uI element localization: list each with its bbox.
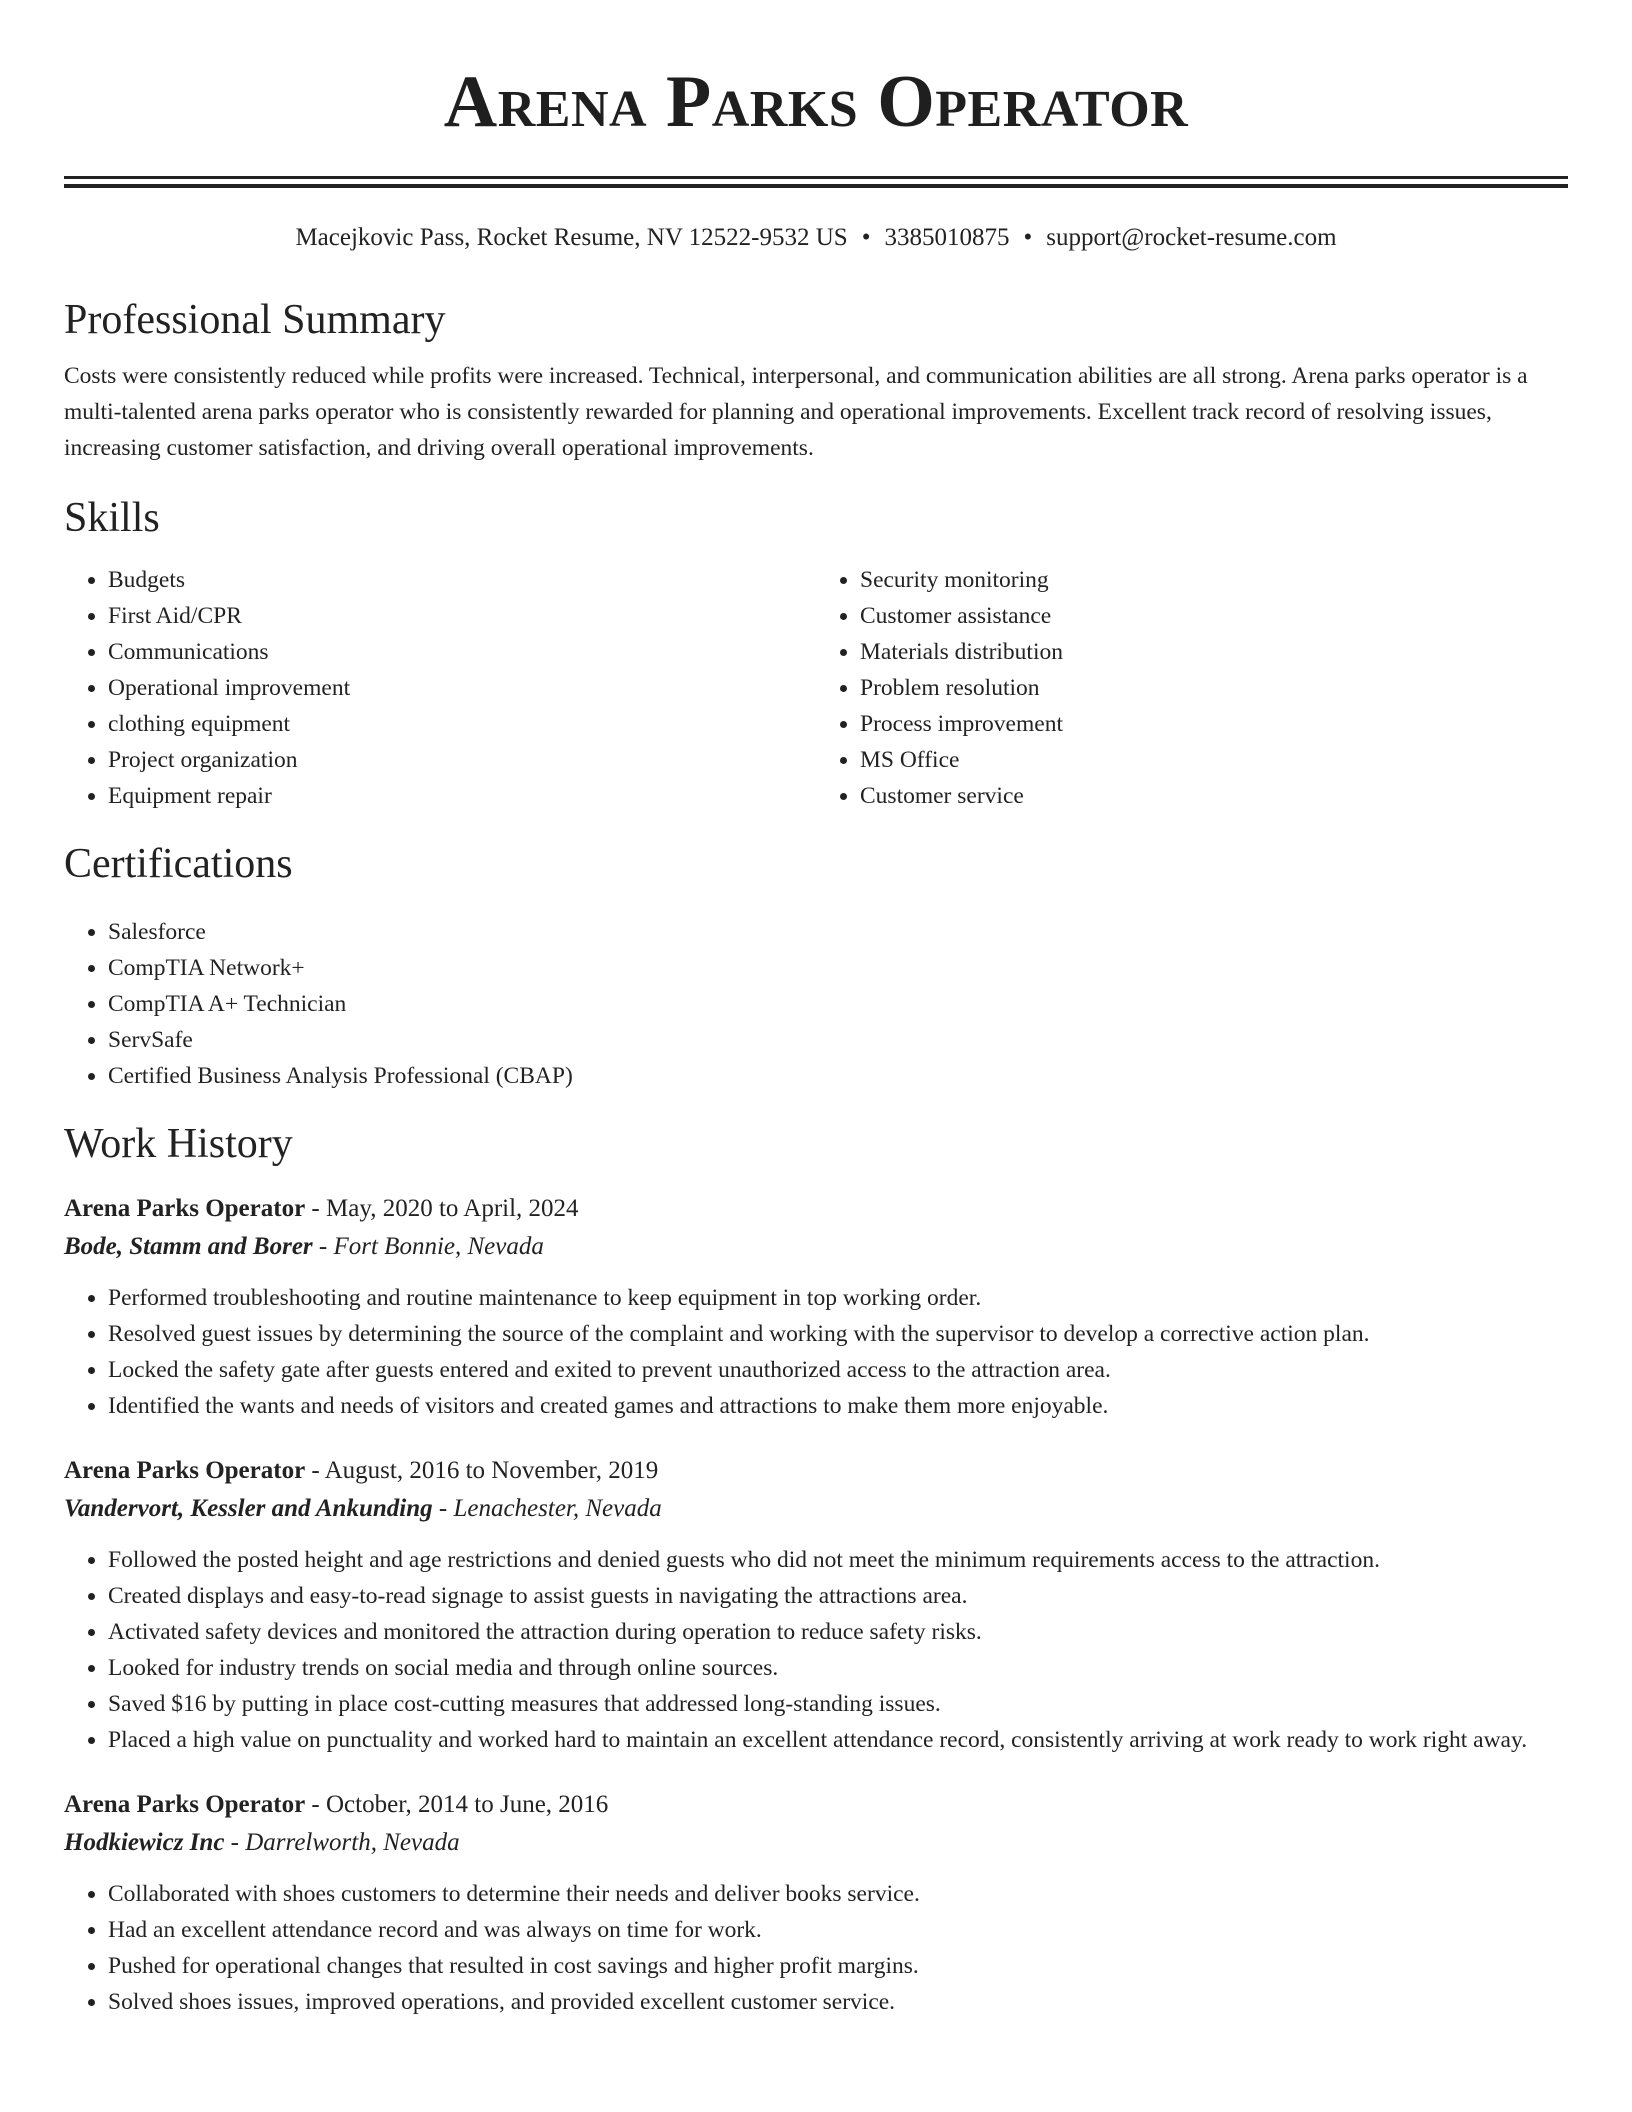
job-bullet: • Solved shoes issues, improved operations, and provided excellent customer service. (108, 1984, 1568, 2020)
job-bullet: • Resolved guest issues by determining the source of the complaint and working with the supervisor to develop a corrective action plan. (108, 1316, 1568, 1352)
job-bullet: • Activated safety devices and monitored the attraction during operation to reduce safety risks. (108, 1614, 1568, 1650)
job-location: - Lenachester, Nevada (432, 1495, 662, 1522)
job-bullet: • Placed a high value on punctuality and worked hard to maintain an excellent attendance record, consistently arriving at work ready to work right away. (108, 1722, 1568, 1758)
skill-item: • Security monitoring (860, 562, 1568, 598)
job-title-line (64, 1452, 1568, 1490)
skill-item: • clothing equipment (108, 706, 816, 742)
skills-heading: Skills (64, 495, 160, 541)
skill-item: • Equipment repair (108, 778, 816, 814)
job-bullet: • Had an excellent attendance record and was always on time for work. (108, 1912, 1568, 1948)
job-title: Arena Parks Operator (64, 1791, 306, 1818)
contact-separator: • (861, 224, 871, 251)
job-company: Vandervort, Kessler and Ankunding (64, 1495, 433, 1522)
summary-text: Costs were consistently reduced while profits were increased. Technical, interpersonal, and communication abilities are all strong. Arena parks operator is a multi-talented arena parks operator who is consistently rewarded for planning and operational improvements. Excellent track record of resolving issues, increasing customer satisfaction, and driving overall operational improvements. (64, 363, 1528, 461)
job-company-line (64, 1228, 1568, 1266)
job-entry (64, 1786, 1568, 2020)
summary-heading: Professional Summary (64, 297, 446, 343)
certifications-list (64, 914, 1568, 1094)
certification-item: • Salesforce (108, 914, 1568, 950)
skill-item: • Customer service (860, 778, 1568, 814)
certification-item: • CompTIA A+ Technician (108, 986, 1568, 1022)
skills-columns (64, 562, 1568, 814)
job-bullet: • Performed troubleshooting and routine maintenance to keep equipment in top working order. (108, 1280, 1568, 1316)
job-title-line (64, 1190, 1568, 1228)
job-location: - Darrelworth, Nevada (224, 1829, 460, 1856)
contact-separator: • (1023, 224, 1033, 251)
job-bullet: • Followed the posted height and age restrictions and denied guests who did not meet the minimum requirements access to the attraction. (108, 1542, 1568, 1578)
job-bullet: • Collaborated with shoes customers to determine their needs and deliver books service. (108, 1876, 1568, 1912)
job-location: - Fort Bonnie, Nevada (312, 1233, 544, 1260)
job-entry (64, 1190, 1568, 1424)
job-bullet: • Identified the wants and needs of visitors and created games and attractions to make them more enjoyable. (108, 1388, 1568, 1424)
skill-item: • MS Office (860, 742, 1568, 778)
contact-line (64, 222, 1568, 254)
certification-item: • ServSafe (108, 1022, 1568, 1058)
job-title: Arena Parks Operator (64, 1195, 306, 1222)
job-bullets (64, 1542, 1568, 1758)
job-title: Arena Parks Operator (64, 1457, 306, 1484)
job-company-line (64, 1490, 1568, 1528)
candidate-name: Arena Parks Operator (443, 61, 1189, 143)
job-title-line (64, 1786, 1568, 1824)
job-bullet: • Saved $16 by putting in place cost-cutting measures that addressed long-standing issues. (108, 1686, 1568, 1722)
job-dates: - May, 2020 to April, 2024 (305, 1195, 579, 1222)
job-bullet: • Pushed for operational changes that resulted in cost savings and higher profit margins. (108, 1948, 1568, 1984)
header-divider (64, 176, 1568, 188)
job-bullets (64, 1876, 1568, 2020)
contact-email: support@rocket-resume.com (1046, 224, 1337, 251)
skill-item: • Materials distribution (860, 634, 1568, 670)
skills-list-right (816, 562, 1568, 814)
certification-item: • CompTIA Network+ (108, 950, 1568, 986)
work-history-heading: Work History (64, 1121, 293, 1167)
job-dates: - August, 2016 to November, 2019 (305, 1457, 659, 1484)
skill-item: • Project organization (108, 742, 816, 778)
job-dates: - October, 2014 to June, 2016 (305, 1791, 609, 1818)
certification-item: • Certified Business Analysis Professional (CBAP) (108, 1058, 1568, 1094)
job-company: Hodkiewicz Inc (64, 1829, 225, 1856)
skill-item: • Communications (108, 634, 816, 670)
skills-list-left (64, 562, 816, 814)
skill-item: • Customer assistance (860, 598, 1568, 634)
skill-item: • Operational improvement (108, 670, 816, 706)
skill-item: • Process improvement (860, 706, 1568, 742)
contact-phone: 3385010875 (884, 224, 1010, 251)
job-company: Bode, Stamm and Borer (64, 1233, 313, 1260)
skill-item: • Budgets (108, 562, 816, 598)
contact-address: Macejkovic Pass, Rocket Resume, NV 12522-9532 US (295, 224, 848, 251)
job-entry (64, 1452, 1568, 1758)
job-bullets (64, 1280, 1568, 1424)
job-bullet: • Looked for industry trends on social media and through online sources. (108, 1650, 1568, 1686)
skill-item: • Problem resolution (860, 670, 1568, 706)
job-bullet: • Locked the safety gate after guests entered and exited to prevent unauthorized access to the attraction area. (108, 1352, 1568, 1388)
job-company-line (64, 1824, 1568, 1862)
job-bullet: • Created displays and easy-to-read signage to assist guests in navigating the attractions area. (108, 1578, 1568, 1614)
certifications-heading: Certifications (64, 841, 293, 887)
skill-item: • First Aid/CPR (108, 598, 816, 634)
